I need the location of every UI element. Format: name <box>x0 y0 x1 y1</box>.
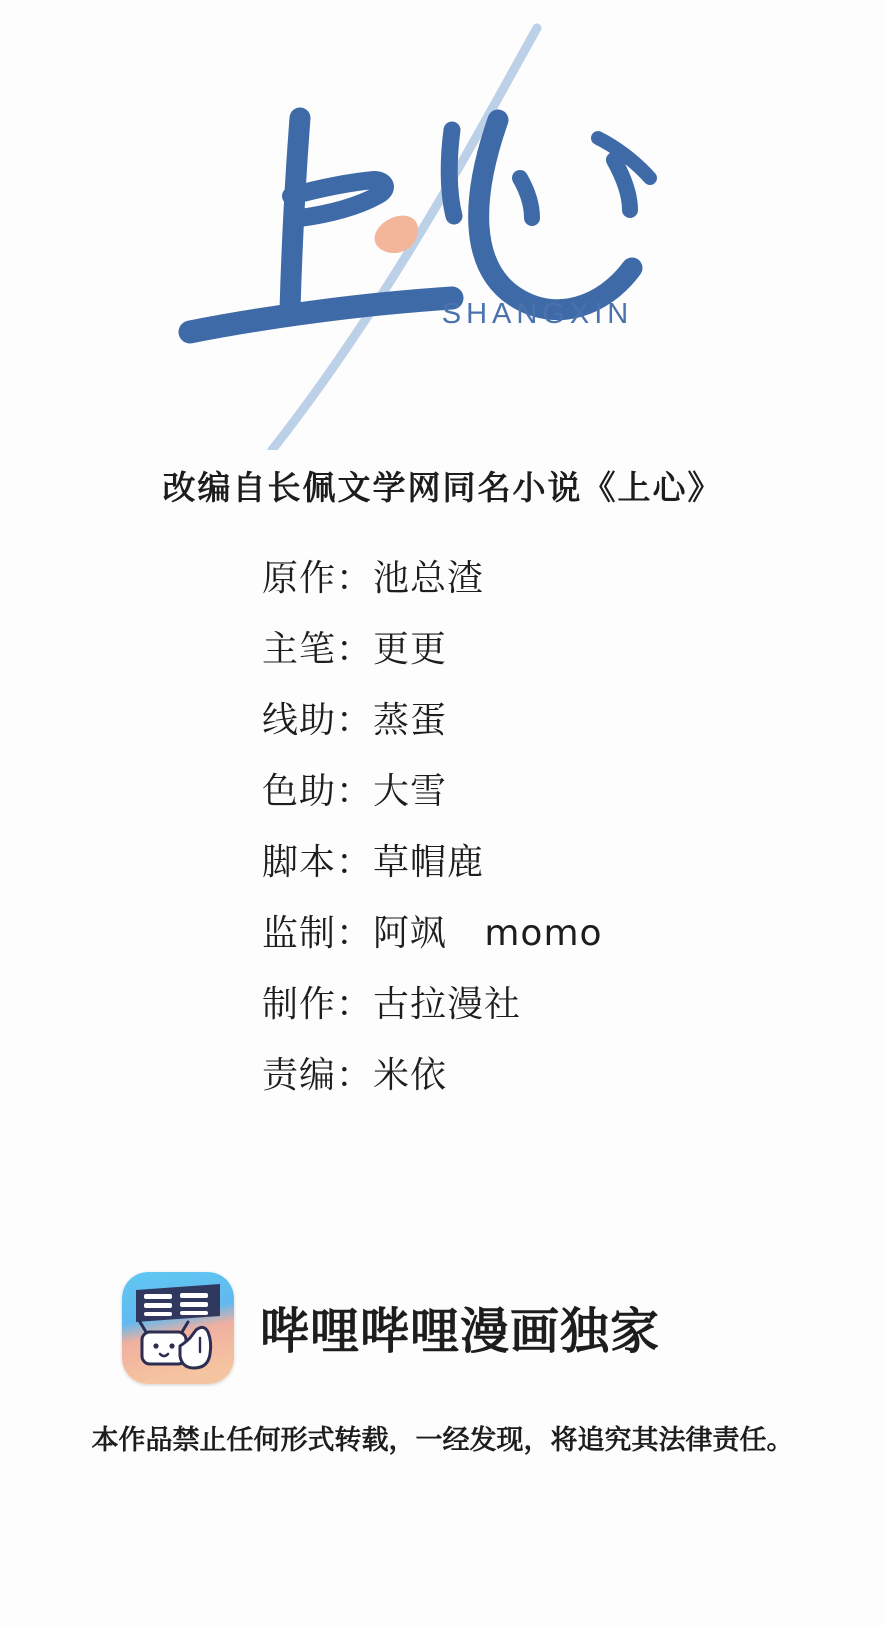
credit-name: 大雪 <box>373 771 448 812</box>
credit-role: 监制： <box>262 913 374 954</box>
bilibili-manga-app-icon <box>122 1272 234 1384</box>
credit-row <box>0 611 885 682</box>
credit-row <box>0 895 885 966</box>
credit-name: 阿飒 momo <box>373 913 603 954</box>
credit-role: 脚本： <box>262 842 374 883</box>
legal-notice: 本作品禁止任何形式转载，一经发现，将追究其法律责任。 <box>91 1425 794 1456</box>
credit-name: 更更 <box>373 629 448 670</box>
credit-role: 责编： <box>262 1055 374 1096</box>
credit-name: 草帽鹿 <box>373 842 485 883</box>
credit-name: 古拉漫社 <box>373 984 522 1025</box>
logo-romanization: SHANGXIN <box>441 298 634 330</box>
credits-list <box>0 540 885 1108</box>
credit-name: 蒸蛋 <box>373 700 448 741</box>
credit-row <box>0 753 885 824</box>
credit-name: 池总渣 <box>373 558 485 599</box>
credit-row <box>0 824 885 895</box>
credit-role: 制作： <box>262 984 374 1025</box>
publisher-row <box>0 1272 885 1384</box>
credit-role: 线助： <box>262 700 374 741</box>
credit-row <box>0 966 885 1037</box>
adaptation-subtitle: 改编自长佩文学网同名小说《上心》 <box>162 468 723 507</box>
credit-row <box>0 1037 885 1108</box>
credit-role: 主笔： <box>262 629 374 670</box>
credit-row <box>0 682 885 753</box>
publisher-name: 哔哩哔哩漫画独家 <box>260 1303 661 1360</box>
credit-role: 色助： <box>262 771 374 812</box>
series-logo <box>0 10 885 450</box>
credit-name: 米依 <box>373 1055 448 1096</box>
credit-row <box>0 540 885 611</box>
credit-role: 原作： <box>262 558 374 599</box>
logo-artwork <box>0 10 885 450</box>
